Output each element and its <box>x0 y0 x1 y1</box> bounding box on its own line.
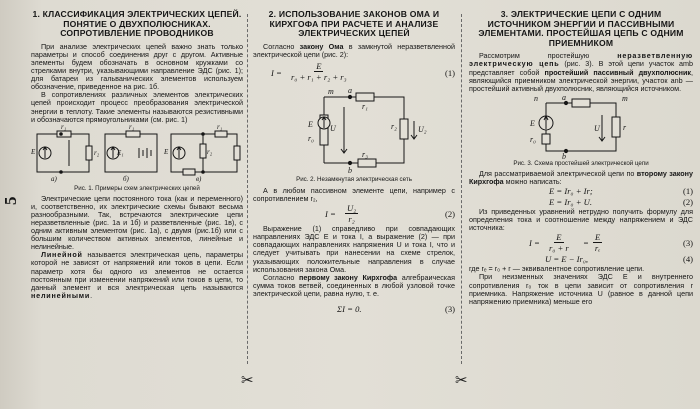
paragraph <box>469 52 693 92</box>
equation-number: (1) <box>682 186 693 197</box>
svg-text:б): б) <box>123 174 129 183</box>
fraction-numerator: E <box>316 60 322 71</box>
formula-3-1 <box>469 186 693 197</box>
term-nonlinear: нелинейными <box>31 290 91 300</box>
term-kirchhoff-second-law: второму закону Кирхгофа <box>469 168 693 186</box>
column-divider-right <box>461 14 462 364</box>
paragraph-text: , являющийся приемником электрической энергии, участок anb — простейший активный двухполюсник, являющийся источником. <box>469 67 693 93</box>
paragraph-text: Согласно <box>263 272 300 282</box>
equation-number: (1) <box>444 67 455 78</box>
paragraph-text: Рассмотрим простейшую <box>479 51 618 61</box>
paragraph <box>31 251 243 300</box>
svg-text:в): в) <box>196 174 202 183</box>
fraction-denominator: r₀ + r <box>549 243 569 254</box>
figure-2-caption: Рис. 2. Незамкнутая электрическая сеть <box>296 175 412 183</box>
paragraph-text: . <box>90 290 93 300</box>
paragraph-text: можно написать: <box>503 176 562 186</box>
formula-3-4 <box>469 254 693 265</box>
term-ohm-law: закону Ома <box>299 41 344 51</box>
svg-text:r₂: r₂ <box>94 148 100 157</box>
svg-text:r₁: r₁ <box>217 123 223 131</box>
fraction-denominator: r₂ <box>348 214 355 225</box>
formula-2 <box>253 203 455 225</box>
svg-text:r₃: r₃ <box>362 149 368 159</box>
formula-expression: E = Ir₀ + U. <box>549 197 592 208</box>
svg-text:a: a <box>348 85 352 95</box>
formula-3 <box>253 302 455 316</box>
section-1 <box>31 10 243 300</box>
term-linear: Линейной <box>41 250 83 260</box>
svg-text:U₂: U₂ <box>418 124 427 134</box>
svg-text:E: E <box>308 119 313 129</box>
figure-1-schematics <box>31 124 243 184</box>
paragraph: Электрические цепи постоянного тока (как и переменного) и, соответственно, их электрические схемы бывают весьма разнообразными. Так, встречаются электрические цепи неразветвленные (рис. 1а и 1б) и разветвленные (рис. 1в), с одним активным элементом (рис. 1а), с двумя (рис.1б) или с большим количеством активных элементов, линейные и нелинейные. <box>31 193 243 252</box>
equation-number: (2) <box>444 209 455 220</box>
paragraph: А в любом пассивном элементе цепи, например с сопротивлением r₂, <box>253 185 455 204</box>
paragraph: При неизменных значениях ЭДС E и внутреннего сопротивления r₀ ток в цепи зависит от сопротивления r приемника. Напряжение источника U (равное в данной цепи напряжению приемника) меньше его <box>469 272 693 306</box>
paragraph <box>253 274 455 298</box>
svg-text:b: b <box>562 151 566 159</box>
figure-2-schematic <box>264 85 444 175</box>
paragraph: Выражение (1) справедливо при совпадающих направлениях ЭДС E и тока I, а выражение (2) — при совпадающих направлениях напряжения U и тока I, что и следует учитывать при нанесении на схеме стрелок, указывающих положительные направления в случае использования закона Ома. <box>253 224 455 274</box>
svg-text:r₀: r₀ <box>308 133 314 143</box>
paragraph-text: алгебраическая сумма токов ветвей, соединенных в любой узловой точке электрической цепи, равна нулю, т. е. <box>253 272 455 298</box>
figure-3-schematic <box>506 93 656 159</box>
formula-equals: = <box>583 238 589 249</box>
formula-fraction <box>345 203 358 224</box>
svg-text:U: U <box>330 123 336 133</box>
svg-text:U: U <box>594 123 600 133</box>
paragraph: где rₑ = r₀ + r — эквивалентное сопротивление цепи. <box>469 264 645 274</box>
paragraph <box>469 170 693 186</box>
svg-text:r₁: r₁ <box>61 123 67 131</box>
paragraph <box>253 43 455 59</box>
section-1-heading: 1. КЛАССИФИКАЦИЯ ЭЛЕКТРИЧЕСКИХ ЦЕПЕЙ. ПОНЯТИЕ О ДВУХПОЛЮСНИКАХ. СОПРОТИВЛЕНИЕ ПРОВОДНИКОВ <box>32 9 242 39</box>
formula-fraction <box>291 61 347 82</box>
formula-lhs: I = <box>529 238 540 249</box>
paragraph-text: называется электрическая цепь, параметры которой не зависят от напряжений или токов в цепи. Если параметр хотя бы одного из элементов не остается постоянным при изменении напряжений или токов в цепи, то данный элемент и вся электрическая цепь называются <box>31 250 243 292</box>
section-3-heading: 3. ЭЛЕКТРИЧЕСКИЕ ЦЕПИ С ОДНИМ ИСТОЧНИКОМ ЭНЕРГИИ И ПАССИВНЫМИ ЭЛЕМЕНТАМИ. ПРОСТЕЙШАЯ ЦЕПЬ С ОДНИМ ПРИЕМНИКОМ <box>478 9 684 48</box>
svg-text:E: E <box>31 147 36 156</box>
svg-text:m: m <box>328 86 334 96</box>
svg-text:r₁: r₁ <box>129 123 135 131</box>
paragraph-text: в замкнутой неразветвленной электрической цепи (рис. 2): <box>253 41 456 59</box>
scissors-icon: ✂ <box>455 372 468 389</box>
svg-text:а): а) <box>51 174 57 183</box>
formula-3-2 <box>469 197 693 208</box>
paragraph-text: Для рассматриваемой электрической цепи по <box>479 168 637 178</box>
paragraph-text: Согласно <box>263 41 300 51</box>
figure-1-caption: Рис. 1. Примеры схем электрических цепей <box>74 184 200 192</box>
fraction-numerator: U₂ <box>347 203 357 214</box>
paragraph-text: (рис. 3). В этой цепи участок amb представляет собой <box>469 59 694 77</box>
fraction-denominator: r₀ + r₁ + r₂ + r₃ <box>291 71 347 82</box>
section-3 <box>469 10 693 306</box>
svg-text:E: E <box>164 147 169 156</box>
formula-fraction <box>593 232 602 253</box>
formula-lhs: I = <box>325 209 336 220</box>
term-unbranched-circuit: неразветвленную электрическую цепь <box>469 51 693 69</box>
page-number: 5 <box>1 196 20 205</box>
formula-expression: ΣI = 0. <box>337 304 362 314</box>
equation-number: (3) <box>682 238 693 249</box>
svg-text:b: b <box>348 165 352 175</box>
formula-3-3 <box>469 232 693 254</box>
svg-text:m: m <box>622 93 628 103</box>
fraction-numerator: E <box>556 232 562 243</box>
figure-3-caption: Рис. 3. Схема простейшей электрической цепи <box>513 159 649 167</box>
svg-text:a: a <box>562 92 566 102</box>
fraction-denominator: rₑ <box>594 243 601 254</box>
svg-text:r₀: r₀ <box>530 134 536 144</box>
equation-number: (3) <box>444 304 455 314</box>
section-2-heading: 2. ИСПОЛЬЗОВАНИЕ ЗАКОНОВ ОМА И КИРХГОФА ПРИ РАСЧЕТЕ И АНАЛИЗЕ ЭЛЕКТРИЧЕСКИХ ЦЕПЕЙ <box>268 9 440 39</box>
formula-fraction <box>549 232 569 253</box>
formula-expression: U = E − Ir₀, <box>545 254 588 265</box>
equation-number: (2) <box>682 197 693 208</box>
formula-lhs: I = <box>271 67 282 78</box>
column-divider-left <box>247 14 248 364</box>
svg-text:E: E <box>530 118 535 128</box>
section-2 <box>253 10 455 316</box>
equation-number: (4) <box>682 254 693 265</box>
svg-text:n: n <box>534 93 538 103</box>
svg-text:r₁: r₁ <box>362 101 368 111</box>
formula-expression: E = Ir₀ + Ir; <box>549 186 593 197</box>
paragraph: В сопротивлениях различных элементов электрических цепей происходит процесс преобразования электрической энергии в теплоту. Такие элементы называются резистивными и обозначаются прямоугольниками (см. рис. 1) <box>31 90 243 124</box>
paragraph: При анализе электрических цепей важно знать только параметры и способ соединения друг с другом. Активные элементы будем обозначать в основном кружками со стрелками внутри, указывающими направление ЭДС (рис. 1); для батареи из гальванических элементов используем обозначение, приведенное на рис. 1б. <box>31 41 243 92</box>
svg-text:r₂: r₂ <box>391 121 397 131</box>
scissors-icon: ✂ <box>241 372 254 389</box>
term-kirchhoff-first-law: первому закону Кирхгофа <box>299 272 398 282</box>
formula-1 <box>253 61 455 85</box>
fraction-numerator: E <box>595 232 601 243</box>
svg-text:E₁: E₁ <box>117 148 124 157</box>
svg-text:r: r <box>623 122 627 132</box>
term-passive-two-terminal: простейший пассивный двухполюсник <box>544 67 691 77</box>
svg-text:r₂: r₂ <box>207 147 213 156</box>
paragraph: Из приведенных уравнений нетрудно получить формулу для определения тока и соотношение между напряжением и ЭДС источника: <box>469 207 693 233</box>
